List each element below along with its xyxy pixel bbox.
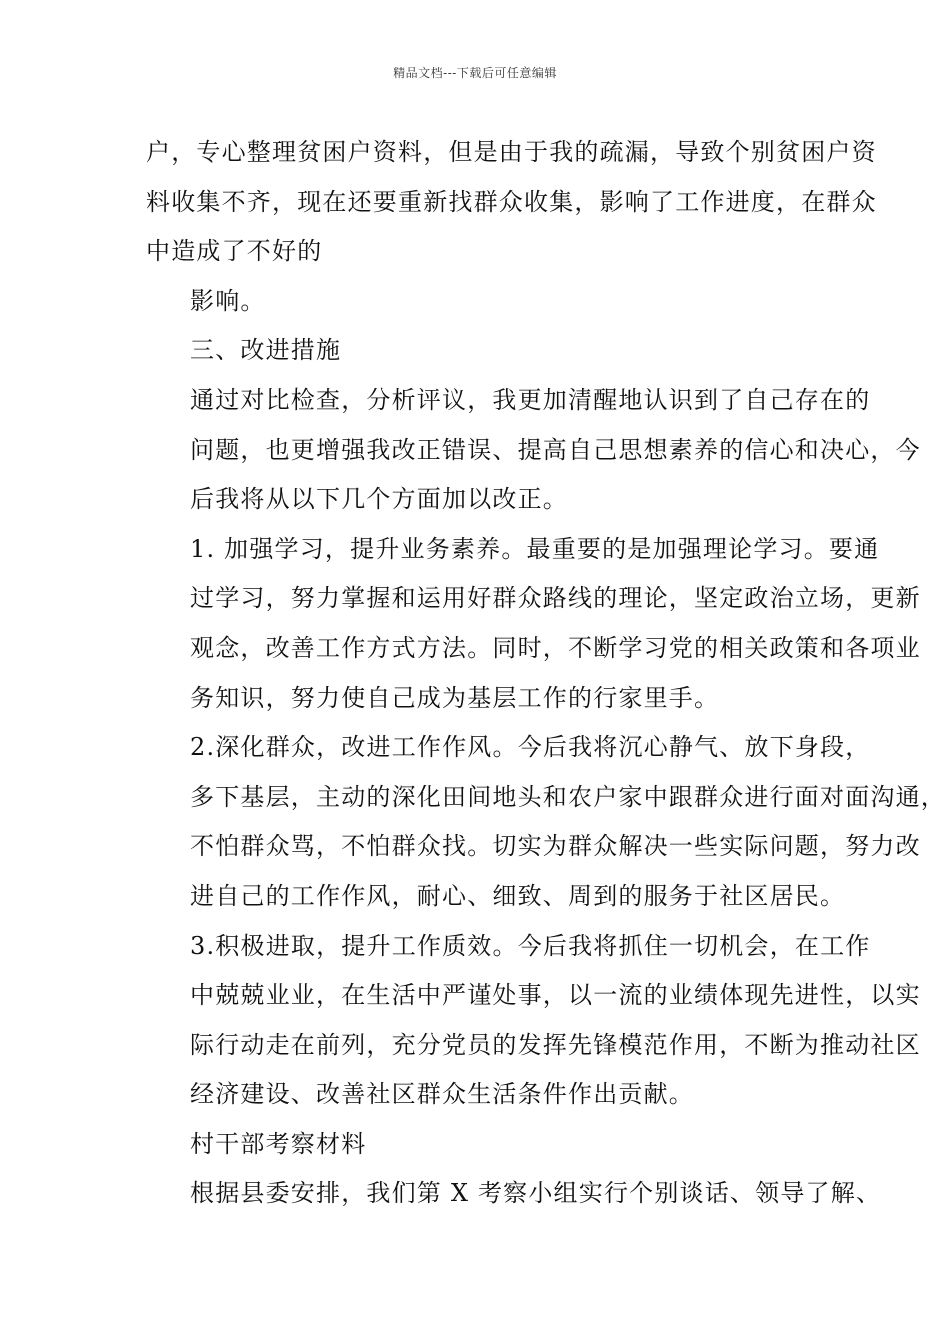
paragraph-new xyxy=(146,1169,882,1219)
paragraph-continued xyxy=(146,128,877,277)
text-line: 问题，也更增强我改正错误、提高自己思想素养的信心和决心，今 xyxy=(190,435,921,464)
text-line: 经济建设、改善社区群众生活条件作出贡献。 xyxy=(190,1080,694,1109)
text-line: 1. 加强学习，提升业务素养。最重要的是加强理论学习。要通 xyxy=(190,534,880,563)
text-line: 进自己的工作作风，耐心、细致、周到的服务于社区居民。 xyxy=(190,881,846,910)
text-line: 观念，改善工作方式方法。同时，不断学习党的相关政策和各项业 xyxy=(190,633,921,662)
section-heading xyxy=(146,326,810,376)
text-line: 际行动走在前列，充分党员的发挥先锋模范作用，不断为推动社区 xyxy=(190,1030,921,1059)
text-line: 中兢兢业业，在生活中严谨处事，以一流的业绩体现先进性，以实 xyxy=(190,981,921,1010)
document-title xyxy=(146,1120,810,1170)
text-line: 三、改进措施 xyxy=(190,336,342,365)
text-line: 中造成了不好的 xyxy=(146,237,323,266)
text-line: 影响。 xyxy=(190,286,266,315)
text-line: 料收集不齐，现在还要重新找群众收集，影响了工作进度，在群众 xyxy=(146,187,877,216)
list-item-3 xyxy=(146,922,921,1120)
text-line: 根据县委安排，我们第 X 考察小组实行个别谈话、领导了解、 xyxy=(190,1179,882,1208)
text-line: 通过对比检查，分析评议，我更加清醒地认识到了自己存在的 xyxy=(190,385,871,414)
text-line: 2.深化群众，改进工作作风。今后我将沉心静气、放下身段， xyxy=(190,733,871,762)
list-item-1 xyxy=(146,525,921,723)
text-line: 务知识，努力使自己成为基层工作的行家里手。 xyxy=(190,683,720,712)
text-line: 不怕群众骂，不怕群众找。切实为群众解决一些实际问题，努力改 xyxy=(190,832,921,861)
list-item-2 xyxy=(146,723,946,921)
text-line: 多下基层，主动的深化田间地头和农户家中跟群众进行面对面沟通， xyxy=(190,782,946,811)
text-line: 村干部考察材料 xyxy=(190,1129,367,1158)
paragraph-intro xyxy=(146,376,921,525)
document-body xyxy=(146,128,946,1219)
text-line: 后我将从以下几个方面加以改正。 xyxy=(190,485,568,514)
text-line: 3.积极进取，提升工作质效。今后我将抓住一切机会，在工作 xyxy=(190,931,871,960)
page-header: 精品文档---下载后可任意编辑 xyxy=(393,66,557,80)
text-line: 户，专心整理贫困户资料，但是由于我的疏漏，导致个别贫困户资 xyxy=(146,138,877,166)
text-line: 过学习，努力掌握和运用好群众路线的理论，坚定政治立场，更新 xyxy=(190,584,921,613)
paragraph-fragment xyxy=(146,277,810,327)
